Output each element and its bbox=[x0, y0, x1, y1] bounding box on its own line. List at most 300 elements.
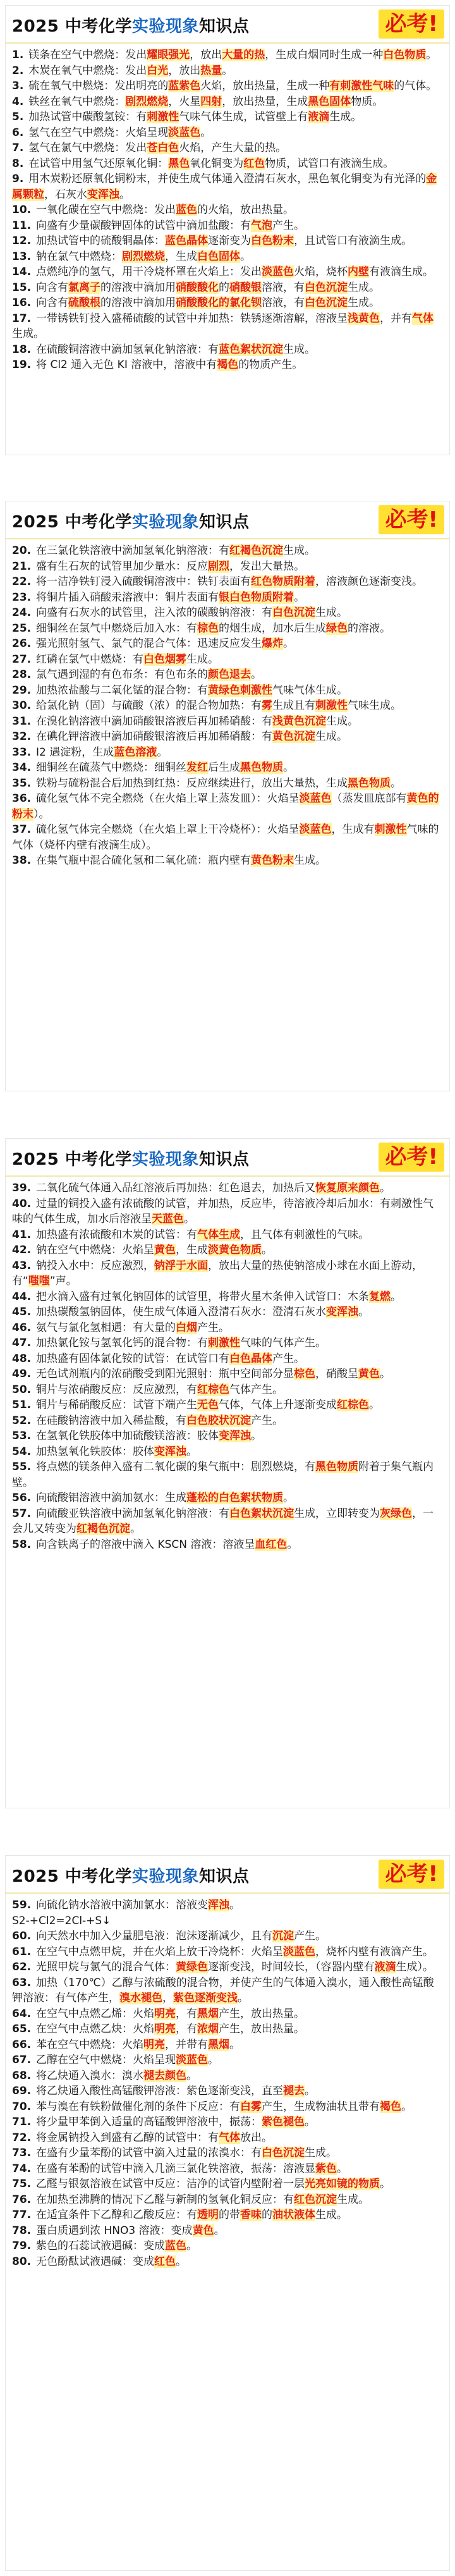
item-text: 产生，生成物油状且带有 bbox=[262, 2100, 380, 2113]
list-item bbox=[12, 1944, 443, 1960]
list-item bbox=[12, 47, 443, 63]
item-number: 31. bbox=[12, 715, 35, 728]
item-number: 27. bbox=[12, 653, 35, 666]
list-item bbox=[12, 1506, 443, 1537]
item-text: ，有 bbox=[176, 2023, 198, 2035]
item-text: 生成。 bbox=[337, 2193, 370, 2206]
highlighted-phenomenon: 浅黄色沉淀 bbox=[272, 715, 327, 728]
item-text: 生成。 bbox=[12, 328, 44, 340]
item-text: 溶液，有 bbox=[262, 297, 305, 309]
item-number: 14. bbox=[12, 266, 35, 278]
item-text: 。 bbox=[262, 1244, 273, 1256]
highlighted-phenomenon: 光亮如镜的物质 bbox=[305, 2178, 380, 2190]
item-text: （蒸发皿底部有 bbox=[331, 792, 407, 805]
highlighted-phenomenon: 黄色 bbox=[154, 1244, 176, 1256]
list-item bbox=[12, 822, 443, 853]
list-item bbox=[12, 2083, 443, 2099]
item-text: 生成。 bbox=[348, 297, 380, 309]
list-item bbox=[12, 559, 443, 575]
item-number: 11. bbox=[12, 219, 35, 232]
list-item bbox=[12, 2099, 443, 2115]
item-number: 53. bbox=[12, 1430, 35, 1442]
highlighted-phenomenon: 内壁 bbox=[348, 266, 370, 278]
highlighted-phenomenon: 大量的热 bbox=[222, 49, 265, 61]
item-text: ，生成 bbox=[165, 250, 198, 263]
item-number: 80. bbox=[12, 2255, 35, 2268]
item-text: 。 bbox=[229, 2038, 241, 2051]
item-number: 68. bbox=[12, 2069, 35, 2082]
highlighted-phenomenon: 油状液体 bbox=[272, 2209, 316, 2221]
highlighted-phenomenon: 黄绿色 bbox=[176, 1961, 209, 1973]
section-header bbox=[6, 501, 449, 539]
item-text: 物质。 bbox=[351, 95, 384, 108]
highlighted-phenomenon: 透明 bbox=[197, 2209, 219, 2221]
highlighted-phenomenon: 液滴 bbox=[308, 111, 330, 123]
item-number: 79. bbox=[12, 2240, 35, 2252]
item-number: 67. bbox=[12, 2054, 35, 2066]
item-text: 的溶液。 bbox=[348, 622, 391, 635]
list-item bbox=[12, 295, 443, 311]
highlighted-phenomenon: 黑色 bbox=[168, 157, 190, 170]
list-item bbox=[12, 125, 443, 141]
highlighted-phenomenon: 硫酸根 bbox=[68, 297, 101, 309]
highlighted-phenomenon: 硝酸酸化的氯化钡 bbox=[176, 297, 262, 309]
item-text: 火焰，烧杯 bbox=[294, 266, 348, 278]
item-text: 的烟生成，加水后生成 bbox=[219, 622, 327, 635]
item-text: 氧化铜变为 bbox=[190, 157, 244, 170]
highlighted-phenomenon: 变浑浊 bbox=[219, 1430, 252, 1442]
highlighted-phenomenon: 白色粉末 bbox=[251, 235, 294, 247]
highlighted-phenomenon: 钠浮于水面 bbox=[154, 1259, 209, 1272]
title-suffix: 知识点 bbox=[198, 17, 250, 36]
highlighted-phenomenon: 淡蓝色 bbox=[299, 792, 332, 805]
highlighted-phenomenon: 淡蓝色 bbox=[283, 1945, 316, 1958]
list-item bbox=[12, 140, 443, 156]
item-text: 向硫酸铝溶液中滴加氨水：生成 bbox=[36, 1492, 187, 1504]
item-text: 。 bbox=[305, 2116, 316, 2128]
item-number: 16. bbox=[12, 297, 35, 309]
item-text: ，硝酸呈 bbox=[315, 1368, 359, 1380]
highlighted-phenomenon: 颜色退去 bbox=[208, 668, 252, 681]
highlighted-phenomenon: 氯离子 bbox=[68, 281, 101, 294]
highlighted-phenomenon: 溴水褪色 bbox=[119, 1992, 162, 2004]
item-text: 在碘化钾溶液中滴加硝酸银溶液后再加稀硝酸：有 bbox=[36, 730, 273, 743]
list-item bbox=[12, 94, 443, 110]
item-number: 10. bbox=[12, 204, 35, 216]
highlighted-phenomenon: 刺激性 bbox=[374, 823, 407, 836]
highlighted-phenomenon: 红褐色沉淀 bbox=[76, 1523, 130, 1535]
highlighted-phenomenon: 蓝色溶液 bbox=[114, 745, 157, 759]
highlighted-phenomenon: 变浑浊 bbox=[326, 1306, 359, 1318]
item-text: 向硫酸亚铁溶液中滴加氢氧化钠溶液：有 bbox=[36, 1507, 230, 1520]
section-card-1 bbox=[5, 5, 450, 455]
item-text: 氢气在氯气中燃烧：发出 bbox=[28, 142, 147, 154]
item-text: 苯与溴在有铁粉做催化剂的条件下反应：有 bbox=[36, 2100, 241, 2113]
list-item bbox=[12, 2161, 443, 2177]
highlighted-phenomenon: 红色沉淀 bbox=[294, 2193, 337, 2206]
equation-text: S2-+Cl2=2Cl-+S↓ bbox=[12, 1914, 111, 1927]
list-item bbox=[12, 109, 443, 125]
item-text: 在空气中点燃乙炔：火焰 bbox=[36, 2023, 155, 2035]
item-text: 的带 bbox=[219, 2209, 241, 2221]
title-year-subject: 2025 中考化学 bbox=[12, 17, 132, 36]
item-text: 细铜丝在氯气中燃烧后加入水：有 bbox=[36, 622, 198, 635]
item-text: 在硫酸铜溶液中滴加氢氧化钠溶液：有 bbox=[36, 343, 219, 356]
list-item bbox=[12, 2192, 443, 2208]
item-text: 。 bbox=[391, 776, 402, 790]
item-text: 生成。 bbox=[315, 606, 348, 619]
highlighted-phenomenon: 淡黄色物质 bbox=[208, 1244, 262, 1256]
item-number: 72. bbox=[12, 2131, 35, 2144]
highlighted-phenomenon: 黄绿色刺激性 bbox=[208, 684, 273, 697]
item-text: 将铜片插入硝酸汞溶液中：铜片表面有 bbox=[36, 591, 219, 604]
item-number: 41. bbox=[12, 1228, 35, 1241]
item-number: 59. bbox=[12, 1899, 35, 1911]
item-list bbox=[6, 1177, 449, 1552]
highlighted-phenomenon: 硝酸银 bbox=[229, 281, 262, 294]
item-text: 钠在空气中燃烧：火焰呈 bbox=[36, 1244, 155, 1256]
title-highlight: 实验现象 bbox=[131, 513, 199, 532]
item-text: 加热氢氧化铁胶体：胶体 bbox=[36, 1445, 155, 1458]
item-number: 28. bbox=[12, 668, 35, 681]
item-text: 细铜丝在硫蒸气中燃烧：细铜丝 bbox=[36, 761, 187, 774]
item-text: ，石灰水 bbox=[44, 188, 87, 201]
item-text: ，烧杯内壁有液滴产生。 bbox=[315, 1945, 434, 1958]
item-number: 7. bbox=[12, 142, 28, 154]
item-number: 25. bbox=[12, 622, 35, 635]
item-text: 。 bbox=[358, 1306, 370, 1318]
item-text: 生成）。 bbox=[396, 1961, 434, 1973]
item-text: 将少量甲苯倒入适量的高锰酸钾溶液中，振荡： bbox=[36, 2116, 262, 2128]
item-text: 加热盛有固体氯化铵的试管：在试管口有 bbox=[36, 1352, 230, 1365]
item-text: 。 bbox=[391, 1290, 402, 1303]
highlighted-phenomenon: 黑色物质 bbox=[348, 776, 391, 790]
item-text: 强光照射氢气、氯气的混合气体：迅速反应发生 bbox=[36, 637, 262, 650]
item-text: 一氧化碳在空气中燃烧：发出 bbox=[36, 204, 176, 216]
item-text: 生成。 bbox=[348, 281, 380, 294]
list-item bbox=[12, 171, 443, 202]
highlighted-phenomenon: 剧烈 bbox=[208, 560, 230, 573]
item-text: 产生。 bbox=[294, 1930, 327, 1942]
list-item bbox=[12, 605, 443, 621]
item-text: 气味气体生成。 bbox=[272, 684, 348, 697]
highlighted-phenomenon: 白色物质 bbox=[383, 49, 427, 61]
item-text: 气味的气体产生。 bbox=[240, 1337, 327, 1349]
item-text: 。 bbox=[222, 64, 233, 77]
item-text: 。 bbox=[380, 1368, 391, 1380]
item-text: 氨气与氯化氢相遇：有大量的 bbox=[36, 1321, 176, 1334]
item-text: 盛有生石灰的试管里加少量水：反应 bbox=[36, 560, 209, 573]
item-number: 19. bbox=[12, 359, 35, 371]
highlighted-phenomenon: 复燃 bbox=[369, 1290, 391, 1303]
item-text: 生成。 bbox=[329, 111, 362, 123]
item-text: 气味气体生成，试管壁上有 bbox=[179, 111, 308, 123]
item-text: 木炭在氧气中燃烧：发出 bbox=[28, 64, 147, 77]
item-number: 43. bbox=[12, 1259, 35, 1272]
highlighted-phenomenon: 气泡 bbox=[251, 219, 273, 232]
list-item bbox=[12, 156, 443, 172]
item-text: 一带锈铁钉投入盛稀硫酸的试管中并加热：铁锈逐渐溶解，溶液呈 bbox=[36, 312, 348, 325]
list-item bbox=[12, 2006, 443, 2022]
item-text: I2 遇淀粉，生成 bbox=[36, 745, 114, 759]
item-text: 硫化氢气体完全燃烧（在火焰上罩上干冷烧杯）：火焰呈 bbox=[36, 823, 300, 836]
must-test-badge: 必考! bbox=[379, 9, 444, 39]
item-number: 75. bbox=[12, 2178, 35, 2190]
item-text: 逐渐变为 bbox=[208, 235, 252, 247]
item-text: 在氢氧化铁胶体中加硫酸镁溶液：胶体 bbox=[36, 1430, 219, 1442]
item-text: 的气体。 bbox=[394, 80, 437, 92]
item-number: 44. bbox=[12, 1290, 35, 1303]
list-item bbox=[12, 1181, 443, 1196]
item-text: 生成。 bbox=[294, 854, 327, 867]
item-text: 硫在氧气中燃烧：发出明亮的 bbox=[28, 80, 169, 92]
title-year-subject: 2025 中考化学 bbox=[12, 1867, 132, 1886]
item-text: 苯在空气中燃烧：火焰 bbox=[36, 2038, 144, 2051]
item-number: 48. bbox=[12, 1352, 35, 1365]
highlighted-phenomenon: 浑浊 bbox=[208, 1899, 230, 1911]
item-text: 。 bbox=[251, 668, 262, 681]
highlighted-phenomenon: 气体生成 bbox=[197, 1228, 241, 1241]
item-text: 气味生成。 bbox=[348, 699, 402, 712]
item-text: 气味的气体（烧杯内壁有液滴生成）。 bbox=[12, 823, 439, 852]
highlighted-phenomenon: 黄色 bbox=[192, 2224, 214, 2237]
highlighted-phenomenon: 褪去颜色 bbox=[143, 2069, 187, 2082]
list-item bbox=[12, 1304, 443, 1320]
item-text: 。 bbox=[251, 1430, 262, 1442]
item-number: 49. bbox=[12, 1368, 35, 1380]
item-text: 点燃纯净的氢气，用干冷烧杯罩在火焰上：发出 bbox=[36, 266, 262, 278]
item-text: 有液滴生成。 bbox=[369, 266, 434, 278]
highlighted-phenomenon: 明亮 bbox=[143, 2038, 166, 2051]
item-number: 74. bbox=[12, 2162, 35, 2175]
item-list bbox=[6, 1894, 449, 2269]
highlighted-phenomenon: 液滴 bbox=[374, 1961, 396, 1973]
item-text: ，溶液颜色逐渐变浅。 bbox=[315, 575, 423, 588]
must-test-badge: 必考! bbox=[379, 1143, 444, 1172]
item-text: 加热试管中碳酸氢铵：有 bbox=[28, 111, 147, 123]
highlighted-phenomenon: 淡蓝色 bbox=[262, 266, 294, 278]
item-text: 向含有 bbox=[36, 281, 69, 294]
list-item bbox=[12, 590, 443, 606]
list-item bbox=[12, 1929, 443, 1944]
title-suffix: 知识点 bbox=[198, 1150, 250, 1169]
item-text: 钠在氯气中燃烧： bbox=[36, 250, 123, 263]
item-text: 在适宜条件下乙醇和乙酸反应：有 bbox=[36, 2209, 198, 2221]
item-text: 在溴化钠溶液中滴加硝酸银溶液后再加稀硝酸：有 bbox=[36, 715, 273, 728]
list-item bbox=[12, 1428, 443, 1444]
highlighted-phenomenon: 四射 bbox=[200, 95, 222, 108]
item-number: 78. bbox=[12, 2224, 35, 2237]
list-item bbox=[12, 1351, 443, 1367]
item-text: 蛋白质遇到浓 HNO3 溶液：变成 bbox=[36, 2224, 193, 2237]
title-year-subject: 2025 中考化学 bbox=[12, 513, 132, 532]
item-text: 产生。 bbox=[197, 1321, 230, 1334]
item-text: ，放出 bbox=[190, 49, 222, 61]
list-item bbox=[12, 2254, 443, 2270]
item-text: ，并带有 bbox=[165, 2038, 209, 2051]
item-text: 乙醇在空气中燃烧：火焰呈现 bbox=[36, 2054, 176, 2066]
highlighted-phenomenon: 淡蓝色 bbox=[168, 126, 201, 139]
item-text: 物质，试管口有液滴生成。 bbox=[265, 157, 394, 170]
item-text: 气体，气体上升逐渐变成 bbox=[219, 1399, 337, 1411]
highlighted-phenomenon: 沉淀 bbox=[272, 1930, 294, 1942]
item-text: 。 bbox=[186, 2069, 198, 2082]
item-number: 47. bbox=[12, 1337, 35, 1349]
item-text: ，放出大量的热使钠溶成小球在水面上游动，有“ bbox=[12, 1259, 423, 1287]
item-number: 40. bbox=[12, 1197, 35, 1210]
highlighted-phenomenon: 黄色粉末 bbox=[251, 854, 294, 867]
list-item bbox=[12, 698, 443, 714]
list-item bbox=[12, 652, 443, 668]
item-number: 51. bbox=[12, 1399, 35, 1411]
item-text: 放出。 bbox=[240, 2131, 273, 2144]
item-text: ，并有 bbox=[380, 312, 413, 325]
highlighted-phenomenon: 白色胶状沉淀 bbox=[186, 1414, 252, 1427]
highlighted-phenomenon: 无色 bbox=[197, 1399, 219, 1411]
item-text: 将一洁净铁钉浸入硫酸铜溶液中：铁钉表面有 bbox=[36, 575, 252, 588]
highlighted-phenomenon: 紫色褪色 bbox=[262, 2116, 305, 2128]
list-item bbox=[12, 2037, 443, 2053]
item-number: 55. bbox=[12, 1461, 35, 1473]
item-number: 63. bbox=[12, 1976, 35, 1989]
highlighted-phenomenon: 蓝色晶体 bbox=[165, 235, 209, 247]
highlighted-phenomenon: 淡蓝色 bbox=[176, 2054, 209, 2066]
item-text: ，且气体有刺激性的气味。 bbox=[240, 1228, 370, 1241]
list-item bbox=[12, 729, 443, 745]
item-text: ，一会儿又转变为 bbox=[12, 1507, 434, 1535]
item-text: 硫化氢气体不完全燃烧（在火焰上罩上蒸发皿）：火焰呈 bbox=[36, 792, 300, 805]
item-text: 。 bbox=[184, 1213, 195, 1225]
item-text: 无色酚酞试液遇碱：变成 bbox=[36, 2255, 155, 2268]
highlighted-phenomenon: 雾 bbox=[262, 699, 273, 712]
list-item bbox=[12, 760, 443, 776]
highlighted-phenomenon: 黄色沉淀 bbox=[272, 730, 316, 743]
highlighted-phenomenon: 爆炸 bbox=[262, 637, 284, 650]
item-text: 在盛有少量苯酚的试管中滴入过量的浓溴水：有 bbox=[36, 2147, 262, 2159]
section-card-4 bbox=[5, 1855, 450, 2571]
item-text: 。 bbox=[369, 1399, 380, 1411]
item-number: 50. bbox=[12, 1383, 35, 1396]
item-text: 加热碳酸氢钠固体，使生成气体通入澄清石灰水：澄清石灰水 bbox=[36, 1306, 327, 1318]
item-text: 铁粉与硫粉混合后加热到红热：反应继续进行，放出大量热，生成 bbox=[36, 776, 348, 790]
list-item bbox=[12, 2176, 443, 2192]
item-text: 的溶液中滴加用 bbox=[100, 297, 176, 309]
item-text: 二氧化硫气体通入品红溶液后再加热：红色退去，加热后又 bbox=[36, 1182, 316, 1194]
list-item bbox=[12, 1537, 443, 1553]
item-text: ）。 bbox=[33, 807, 50, 821]
item-text: 生成。 bbox=[315, 2209, 348, 2221]
item-text: 在集气瓶中混合硫化氢和二氧化硫：瓶内壁有 bbox=[36, 854, 252, 867]
list-item bbox=[12, 714, 443, 730]
item-number: 52. bbox=[12, 1414, 35, 1427]
list-item bbox=[12, 63, 443, 79]
highlighted-phenomenon: 淡蓝色 bbox=[299, 823, 332, 836]
item-number: 42. bbox=[12, 1244, 35, 1256]
item-number: 21. bbox=[12, 560, 35, 573]
item-text: 。 bbox=[283, 1492, 294, 1504]
item-text: 加热盛有浓硫酸和木炭的试管：有 bbox=[36, 1228, 198, 1241]
highlighted-phenomenon: 棕色 bbox=[197, 622, 219, 635]
item-text: 气体产生。 bbox=[229, 1383, 284, 1396]
highlighted-phenomenon: 绿色 bbox=[326, 622, 348, 635]
highlighted-phenomenon: 刺激性 bbox=[315, 699, 348, 712]
item-number: 34. bbox=[12, 761, 35, 774]
highlighted-phenomenon: 红色 bbox=[243, 157, 265, 170]
highlighted-phenomenon: 黄色 bbox=[358, 1368, 380, 1380]
list-item bbox=[12, 543, 443, 559]
highlighted-phenomenon: 黑烟 bbox=[197, 2007, 219, 2020]
highlighted-phenomenon: 变浑浊 bbox=[154, 1445, 187, 1458]
list-item bbox=[12, 1459, 443, 1490]
list-item bbox=[12, 78, 443, 94]
list-item bbox=[12, 280, 443, 296]
highlighted-phenomenon: 黑烟 bbox=[208, 2038, 230, 2051]
section-title bbox=[12, 1146, 249, 1170]
item-text: 镁条在空气中燃烧：发出 bbox=[28, 49, 147, 61]
item-number: 65. bbox=[12, 2023, 35, 2035]
list-item bbox=[12, 249, 443, 265]
highlighted-phenomenon: 白色沉淀 bbox=[272, 606, 316, 619]
item-text: 无色试剂瓶内的浓硝酸受到阳光照射：瓶中空间部分显 bbox=[36, 1368, 294, 1380]
item-text: 的火焰，放出热量。 bbox=[197, 204, 294, 216]
highlighted-phenomenon: 黄色的粉末 bbox=[12, 792, 439, 821]
list-item bbox=[12, 621, 443, 637]
item-number: 4. bbox=[12, 95, 28, 108]
item-number: 69. bbox=[12, 2085, 35, 2097]
item-text: ，发出大量热。 bbox=[229, 560, 305, 573]
item-text: 。 bbox=[287, 1538, 298, 1551]
item-number: 57. bbox=[12, 1507, 35, 1520]
highlighted-phenomenon: 蓬松的白色絮状物质 bbox=[186, 1492, 284, 1504]
list-item bbox=[12, 636, 443, 652]
list-item bbox=[12, 1382, 443, 1398]
highlighted-phenomenon: 紫色逐渐变浅 bbox=[173, 1992, 238, 2004]
section-header bbox=[6, 1139, 449, 1177]
highlighted-phenomenon: 浓烟 bbox=[197, 2023, 219, 2035]
highlighted-phenomenon: 紫色 bbox=[315, 2162, 337, 2175]
highlighted-phenomenon: 红色物质附着 bbox=[251, 575, 316, 588]
item-text: 钠投入水中：反应激烈， bbox=[36, 1259, 155, 1272]
list-item bbox=[12, 2114, 443, 2130]
item-text: 火焰，放出热量，生成一种 bbox=[200, 80, 330, 92]
item-text: 。 bbox=[200, 126, 212, 139]
item-text: 的 bbox=[262, 2209, 273, 2221]
item-number: 6. bbox=[12, 126, 28, 139]
list-item bbox=[12, 667, 443, 683]
highlighted-phenomenon: 白色烟雾 bbox=[143, 653, 187, 666]
item-text: 。 bbox=[426, 49, 437, 61]
item-number: 30. bbox=[12, 699, 35, 712]
highlighted-phenomenon: 嗤嗤 bbox=[28, 1275, 50, 1287]
item-text: 铜片与稀硝酸反应：试管下端产生 bbox=[36, 1399, 198, 1411]
list-item bbox=[12, 2068, 443, 2084]
item-text: 。 bbox=[186, 1445, 198, 1458]
item-text: ，生成 bbox=[176, 1244, 209, 1256]
item-number: 46. bbox=[12, 1321, 35, 1334]
item-text: 向硫化钠水溶液中滴加氯水：溶液变 bbox=[36, 1899, 209, 1911]
section-title bbox=[12, 509, 249, 532]
highlighted-phenomenon: 白色沉淀 bbox=[262, 2147, 305, 2159]
list-item bbox=[12, 745, 443, 761]
highlighted-phenomenon: 气体 bbox=[219, 2131, 241, 2144]
item-text: 的溶液中滴加用 bbox=[100, 281, 176, 294]
highlighted-phenomenon: 褪去 bbox=[283, 2085, 305, 2097]
item-number: 71. bbox=[12, 2116, 35, 2128]
item-text: 。 bbox=[119, 188, 130, 201]
item-text: 加热试管中的硫酸铜晶体： bbox=[36, 235, 166, 247]
item-text: 逐渐变浅，时间较长，（容器内壁有 bbox=[208, 1961, 375, 1973]
item-text: 用木炭粉还原氧化铜粉末，并使生成气体通入澄清石灰水，黑色氧化铜变为有光泽的 bbox=[28, 173, 427, 185]
